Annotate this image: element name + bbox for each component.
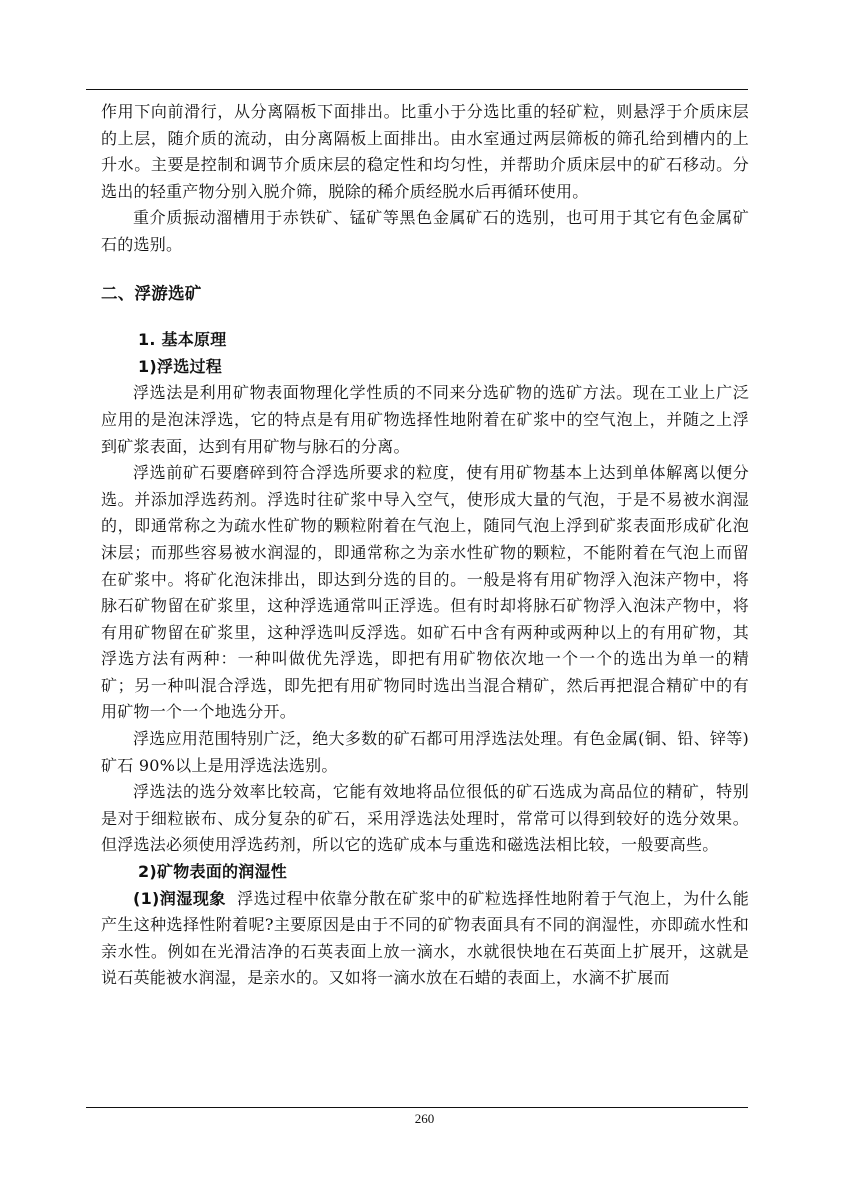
subsubsection-heading: 1)浮选过程 bbox=[138, 356, 222, 376]
body-paragraph: 浮选前矿石要磨碎到符合浮选所要求的粒度，使有用矿物基本上达到单体解离以便分选。并添加浮选药剂。浮选时往矿浆中导入空气，使形成大量的气泡，于是不易被水润湿的，即通常称之为疏水性矿物的颗粒附着在气泡上，随同气泡上浮到矿浆表面形成矿化泡沫层；而那些容易被水润湿的，即通常称之为亲水性矿物的颗粒，不能附着在气泡上而留在矿浆中。将矿化泡沫排出，即达到分选的目的。一般是将有用矿物浮入泡沫产物中，将脉石矿物留在矿浆里，这种浮选通常叫正浮选。但有时却将脉石矿物浮入泡沫产物中，将有用矿物留在矿浆里，这种浮选叫反浮选。如矿石中含有两种或两种以上的有用矿物，其浮选方法有两种：一种叫做优先浮选，即把有用矿物依次地一个一个的选出为单一的精矿；另一种叫混合浮选，即先把有用矿物同时选出当混合精矿，然后再把混合精矿中的有用矿物一个一个地选分开。 bbox=[101, 463, 749, 722]
body-paragraph: 浮选法的选分效率比较高，它能有效地将品位很低的矿石选成为高品位的精矿，特别是对于细粒嵌布、成分复杂的矿石，采用浮选法处理时，常常可以得到较好的选分效果。但浮选法必须使用浮选药剂，所以它的选矿成本与重选和磁选法相比较，一般要高些。 bbox=[101, 782, 749, 855]
footer-rule bbox=[86, 1107, 748, 1108]
body-paragraph: 浮选法是利用矿物表面物理化学性质的不同来分选矿物的选矿方法。现在工业上广泛应用的是泡沫浮选，它的特点是有用矿物选择性地附着在矿浆中的空气泡上，并随之上浮到矿浆表面，达到有用矿物与脉石的分离。 bbox=[101, 383, 749, 456]
page-body bbox=[101, 99, 749, 992]
subsection-heading: 1. 基本原理 bbox=[138, 330, 227, 350]
page-number: 260 bbox=[414, 1111, 435, 1126]
section-heading: 二、浮游选矿 bbox=[101, 283, 202, 303]
body-paragraph bbox=[101, 886, 749, 992]
paragraph-text: 浮选过程中依靠分散在矿浆中的矿粒选择性地附着于气泡上，为什么能产生这种选择性附着呢?主要原因是由于不同的矿物表面具有不同的润湿性，亦即疏水性和亲水性。例如在光滑洁净的石英表面上放一滴水，水就很快地在石英面上扩展开，这就是说石英能被水润湿，是亲水的。又如将一滴水放在石蜡的表面上，水滴不扩展而 bbox=[101, 888, 749, 988]
subsubsection-heading: 2)矿物表面的润湿性 bbox=[138, 862, 287, 882]
header-rule bbox=[86, 89, 748, 90]
body-paragraph: 浮选应用范围特别广泛，绝大多数的矿石都可用浮选法处理。有色金属(铜、铅、锌等)矿石 90%以上是用浮选法选别。 bbox=[101, 729, 749, 775]
body-paragraph: 重介质振动溜槽用于赤铁矿、锰矿等黑色金属矿石的选别，也可用于其它有色金属矿石的选别。 bbox=[101, 208, 749, 254]
body-paragraph: 作用下向前滑行，从分离隔板下面排出。比重小于分选比重的轻矿粒，则悬浮于介质床层的上层，随介质的流动，由分离隔板上面排出。由水室通过两层筛板的筛孔给到槽内的上升水。主要是控制和调节介质床层的稳定性和均匀性，并帮助介质床层中的矿石移动。分选出的轻重产物分别入脱介筛，脱除的稀介质经脱水后再循环使用。 bbox=[101, 102, 749, 201]
paragraph-lead: (1)润湿现象 bbox=[133, 888, 226, 908]
